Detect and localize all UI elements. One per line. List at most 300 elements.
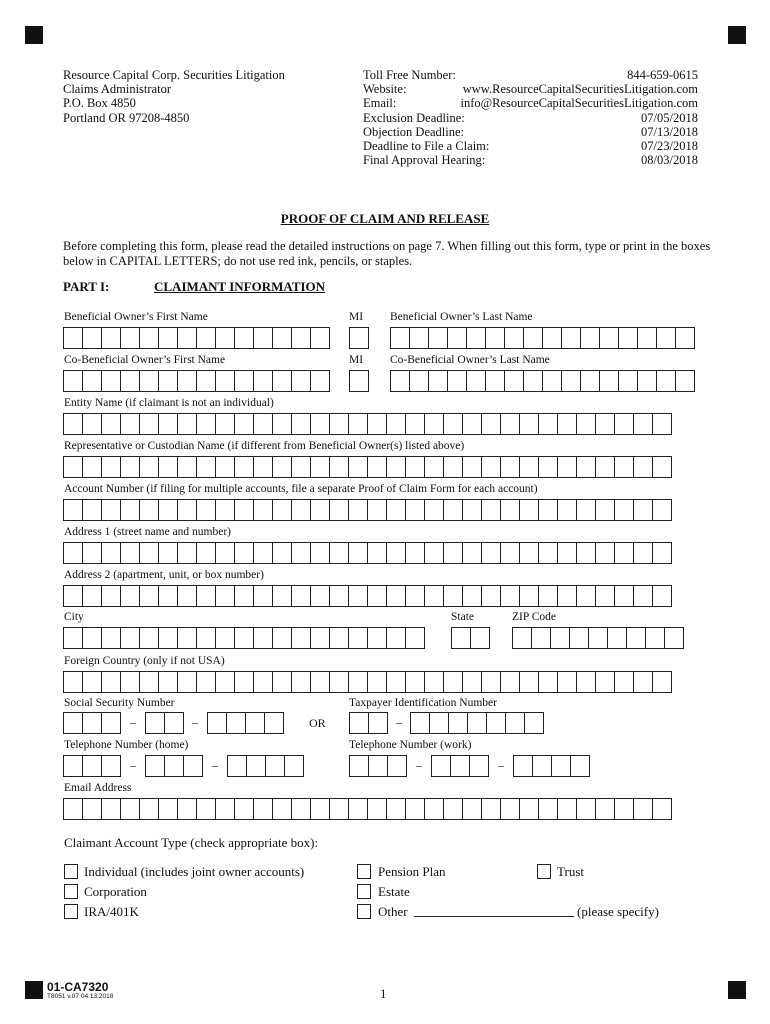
character-box[interactable] xyxy=(215,627,235,649)
character-box[interactable] xyxy=(120,413,140,435)
character-box[interactable] xyxy=(253,671,273,693)
character-box[interactable] xyxy=(424,499,444,521)
character-box[interactable] xyxy=(532,755,552,777)
character-box[interactable] xyxy=(557,585,577,607)
character-box[interactable] xyxy=(462,456,482,478)
character-box[interactable] xyxy=(310,671,330,693)
representative-name-boxes[interactable] xyxy=(63,456,671,478)
character-box[interactable] xyxy=(63,456,83,478)
character-box[interactable] xyxy=(291,456,311,478)
character-box[interactable] xyxy=(467,712,487,734)
character-box[interactable] xyxy=(63,542,83,564)
character-box[interactable] xyxy=(82,370,102,392)
character-box[interactable] xyxy=(82,627,102,649)
character-box[interactable] xyxy=(519,585,539,607)
character-box[interactable] xyxy=(443,798,463,820)
character-box[interactable] xyxy=(500,542,520,564)
character-box[interactable] xyxy=(368,755,388,777)
character-box[interactable] xyxy=(234,671,254,693)
character-box[interactable] xyxy=(63,327,83,349)
character-box[interactable] xyxy=(145,755,165,777)
character-box[interactable] xyxy=(177,370,197,392)
character-box[interactable] xyxy=(291,499,311,521)
character-box[interactable] xyxy=(348,413,368,435)
character-box[interactable] xyxy=(196,585,216,607)
character-box[interactable] xyxy=(139,798,159,820)
character-box[interactable] xyxy=(569,627,589,649)
character-box[interactable] xyxy=(500,798,520,820)
character-box[interactable] xyxy=(405,413,425,435)
character-box[interactable] xyxy=(633,798,653,820)
beneficial-owner-first-name-boxes[interactable] xyxy=(63,327,329,349)
character-box[interactable] xyxy=(177,327,197,349)
email-address-boxes[interactable] xyxy=(63,798,671,820)
character-box[interactable] xyxy=(443,671,463,693)
character-box[interactable] xyxy=(177,627,197,649)
character-box[interactable] xyxy=(367,413,387,435)
character-box[interactable] xyxy=(265,755,285,777)
character-box[interactable] xyxy=(196,542,216,564)
character-box[interactable] xyxy=(367,542,387,564)
character-box[interactable] xyxy=(595,585,615,607)
character-box[interactable] xyxy=(158,798,178,820)
character-box[interactable] xyxy=(447,370,467,392)
character-box[interactable] xyxy=(500,499,520,521)
tin-boxes-part-1[interactable] xyxy=(349,712,387,734)
character-box[interactable] xyxy=(675,327,695,349)
character-box[interactable] xyxy=(557,499,577,521)
character-box[interactable] xyxy=(101,627,121,649)
character-box[interactable] xyxy=(177,542,197,564)
character-box[interactable] xyxy=(164,712,184,734)
character-box[interactable] xyxy=(652,499,672,521)
character-box[interactable] xyxy=(120,542,140,564)
state-boxes[interactable] xyxy=(451,627,489,649)
character-box[interactable] xyxy=(234,542,254,564)
character-box[interactable] xyxy=(348,627,368,649)
character-box[interactable] xyxy=(538,456,558,478)
character-box[interactable] xyxy=(272,798,292,820)
character-box[interactable] xyxy=(158,456,178,478)
character-box[interactable] xyxy=(405,671,425,693)
character-box[interactable] xyxy=(424,542,444,564)
ssn-boxes-part-1[interactable] xyxy=(63,712,120,734)
foreign-country-boxes[interactable] xyxy=(63,671,671,693)
character-box[interactable] xyxy=(500,585,520,607)
character-box[interactable] xyxy=(310,327,330,349)
character-box[interactable] xyxy=(310,499,330,521)
character-box[interactable] xyxy=(82,671,102,693)
character-box[interactable] xyxy=(215,585,235,607)
zip-code-boxes[interactable] xyxy=(512,627,683,649)
character-box[interactable] xyxy=(63,413,83,435)
character-box[interactable] xyxy=(120,798,140,820)
character-box[interactable] xyxy=(481,671,501,693)
character-box[interactable] xyxy=(576,413,596,435)
character-box[interactable] xyxy=(481,456,501,478)
character-box[interactable] xyxy=(82,585,102,607)
character-box[interactable] xyxy=(633,542,653,564)
character-box[interactable] xyxy=(481,499,501,521)
character-box[interactable] xyxy=(177,671,197,693)
character-box[interactable] xyxy=(253,627,273,649)
character-box[interactable] xyxy=(595,413,615,435)
character-box[interactable] xyxy=(253,370,273,392)
character-box[interactable] xyxy=(470,627,490,649)
character-box[interactable] xyxy=(386,456,406,478)
character-box[interactable] xyxy=(424,671,444,693)
character-box[interactable] xyxy=(538,585,558,607)
character-box[interactable] xyxy=(177,456,197,478)
character-box[interactable] xyxy=(253,542,273,564)
character-box[interactable] xyxy=(614,456,634,478)
character-box[interactable] xyxy=(367,585,387,607)
character-box[interactable] xyxy=(443,456,463,478)
character-box[interactable] xyxy=(215,370,235,392)
character-box[interactable] xyxy=(139,370,159,392)
character-box[interactable] xyxy=(272,327,292,349)
telephone-home-line-boxes[interactable] xyxy=(227,755,303,777)
character-box[interactable] xyxy=(272,627,292,649)
character-box[interactable] xyxy=(253,327,273,349)
character-box[interactable] xyxy=(576,585,596,607)
character-box[interactable] xyxy=(101,585,121,607)
character-box[interactable] xyxy=(227,755,247,777)
character-box[interactable] xyxy=(310,585,330,607)
telephone-work-line-boxes[interactable] xyxy=(513,755,589,777)
character-box[interactable] xyxy=(633,671,653,693)
estate-checkbox[interactable] xyxy=(357,884,371,899)
character-box[interactable] xyxy=(443,499,463,521)
character-box[interactable] xyxy=(196,413,216,435)
character-box[interactable] xyxy=(410,712,430,734)
character-box[interactable] xyxy=(550,627,570,649)
character-box[interactable] xyxy=(234,413,254,435)
character-box[interactable] xyxy=(405,499,425,521)
character-box[interactable] xyxy=(215,671,235,693)
character-box[interactable] xyxy=(614,542,634,564)
corporation-checkbox[interactable] xyxy=(64,884,78,899)
character-box[interactable] xyxy=(448,712,468,734)
character-box[interactable] xyxy=(481,798,501,820)
character-box[interactable] xyxy=(329,542,349,564)
character-box[interactable] xyxy=(349,755,369,777)
header-row-value[interactable]: www.ResourceCapitalSecuritiesLitigation.com xyxy=(462,82,698,97)
character-box[interactable] xyxy=(234,585,254,607)
city-boxes[interactable] xyxy=(63,627,424,649)
character-box[interactable] xyxy=(101,798,121,820)
character-box[interactable] xyxy=(652,798,672,820)
character-box[interactable] xyxy=(542,327,562,349)
character-box[interactable] xyxy=(614,585,634,607)
character-box[interactable] xyxy=(253,413,273,435)
character-box[interactable] xyxy=(504,327,524,349)
co-beneficial-owner-mi-box[interactable] xyxy=(349,370,368,392)
character-box[interactable] xyxy=(139,627,159,649)
pension-plan-checkbox[interactable] xyxy=(357,864,371,879)
character-box[interactable] xyxy=(82,499,102,521)
character-box[interactable] xyxy=(618,327,638,349)
character-box[interactable] xyxy=(557,671,577,693)
character-box[interactable] xyxy=(519,456,539,478)
character-box[interactable] xyxy=(523,370,543,392)
character-box[interactable] xyxy=(253,585,273,607)
character-box[interactable] xyxy=(633,456,653,478)
character-box[interactable] xyxy=(485,370,505,392)
character-box[interactable] xyxy=(614,413,634,435)
character-box[interactable] xyxy=(234,499,254,521)
character-box[interactable] xyxy=(576,456,596,478)
character-box[interactable] xyxy=(664,627,684,649)
character-box[interactable] xyxy=(614,798,634,820)
character-box[interactable] xyxy=(196,627,216,649)
character-box[interactable] xyxy=(469,755,489,777)
character-box[interactable] xyxy=(367,499,387,521)
character-box[interactable] xyxy=(139,671,159,693)
character-box[interactable] xyxy=(215,327,235,349)
character-box[interactable] xyxy=(367,456,387,478)
character-box[interactable] xyxy=(63,712,83,734)
character-box[interactable] xyxy=(405,798,425,820)
character-box[interactable] xyxy=(101,499,121,521)
character-box[interactable] xyxy=(253,456,273,478)
character-box[interactable] xyxy=(557,798,577,820)
other-specify-line[interactable] xyxy=(414,916,574,917)
entity-name-boxes[interactable] xyxy=(63,413,671,435)
character-box[interactable] xyxy=(348,456,368,478)
character-box[interactable] xyxy=(183,755,203,777)
character-box[interactable] xyxy=(101,413,121,435)
character-box[interactable] xyxy=(291,413,311,435)
character-box[interactable] xyxy=(348,798,368,820)
character-box[interactable] xyxy=(561,327,581,349)
character-box[interactable] xyxy=(513,755,533,777)
character-box[interactable] xyxy=(481,413,501,435)
character-box[interactable] xyxy=(177,499,197,521)
character-box[interactable] xyxy=(139,327,159,349)
character-box[interactable] xyxy=(272,370,292,392)
address-1-boxes[interactable] xyxy=(63,542,671,564)
character-box[interactable] xyxy=(329,671,349,693)
character-box[interactable] xyxy=(538,542,558,564)
character-box[interactable] xyxy=(120,327,140,349)
character-box[interactable] xyxy=(645,627,665,649)
character-box[interactable] xyxy=(424,413,444,435)
character-box[interactable] xyxy=(234,798,254,820)
character-box[interactable] xyxy=(428,370,448,392)
character-box[interactable] xyxy=(557,413,577,435)
character-box[interactable] xyxy=(349,712,369,734)
character-box[interactable] xyxy=(291,542,311,564)
character-box[interactable] xyxy=(63,627,83,649)
character-box[interactable] xyxy=(538,798,558,820)
telephone-work-prefix-boxes[interactable] xyxy=(431,755,488,777)
character-box[interactable] xyxy=(348,585,368,607)
character-box[interactable] xyxy=(63,585,83,607)
character-box[interactable] xyxy=(158,413,178,435)
character-box[interactable] xyxy=(443,413,463,435)
character-box[interactable] xyxy=(310,370,330,392)
character-box[interactable] xyxy=(291,327,311,349)
character-box[interactable] xyxy=(139,413,159,435)
header-row-value[interactable]: info@ResourceCapitalSecuritiesLitigation.com xyxy=(460,96,698,111)
character-box[interactable] xyxy=(139,585,159,607)
character-box[interactable] xyxy=(618,370,638,392)
character-box[interactable] xyxy=(226,712,246,734)
character-box[interactable] xyxy=(500,413,520,435)
character-box[interactable] xyxy=(462,585,482,607)
character-box[interactable] xyxy=(272,671,292,693)
character-box[interactable] xyxy=(519,413,539,435)
character-box[interactable] xyxy=(310,413,330,435)
character-box[interactable] xyxy=(542,370,562,392)
ssn-boxes-part-2[interactable] xyxy=(145,712,183,734)
character-box[interactable] xyxy=(245,712,265,734)
character-box[interactable] xyxy=(675,370,695,392)
character-box[interactable] xyxy=(386,413,406,435)
character-box[interactable] xyxy=(158,542,178,564)
character-box[interactable] xyxy=(481,542,501,564)
character-box[interactable] xyxy=(215,456,235,478)
character-box[interactable] xyxy=(82,798,102,820)
character-box[interactable] xyxy=(253,499,273,521)
co-beneficial-owner-first-name-boxes[interactable] xyxy=(63,370,329,392)
character-box[interactable] xyxy=(253,798,273,820)
character-box[interactable] xyxy=(348,671,368,693)
character-box[interactable] xyxy=(196,499,216,521)
character-box[interactable] xyxy=(329,413,349,435)
character-box[interactable] xyxy=(512,627,532,649)
character-box[interactable] xyxy=(462,499,482,521)
character-box[interactable] xyxy=(405,627,425,649)
beneficial-owner-last-name-boxes[interactable] xyxy=(390,327,694,349)
character-box[interactable] xyxy=(139,542,159,564)
character-box[interactable] xyxy=(633,413,653,435)
character-box[interactable] xyxy=(158,327,178,349)
character-box[interactable] xyxy=(386,499,406,521)
character-box[interactable] xyxy=(538,499,558,521)
character-box[interactable] xyxy=(447,327,467,349)
character-box[interactable] xyxy=(405,585,425,607)
character-box[interactable] xyxy=(595,798,615,820)
character-box[interactable] xyxy=(120,671,140,693)
individual-checkbox[interactable] xyxy=(64,864,78,879)
character-box[interactable] xyxy=(177,798,197,820)
character-box[interactable] xyxy=(215,798,235,820)
character-box[interactable] xyxy=(500,456,520,478)
character-box[interactable] xyxy=(284,755,304,777)
character-box[interactable] xyxy=(82,542,102,564)
character-box[interactable] xyxy=(120,370,140,392)
character-box[interactable] xyxy=(145,712,165,734)
character-box[interactable] xyxy=(523,327,543,349)
character-box[interactable] xyxy=(443,585,463,607)
character-box[interactable] xyxy=(390,370,410,392)
character-box[interactable] xyxy=(264,712,284,734)
character-box[interactable] xyxy=(386,627,406,649)
character-box[interactable] xyxy=(576,671,596,693)
character-box[interactable] xyxy=(329,585,349,607)
character-box[interactable] xyxy=(462,542,482,564)
character-box[interactable] xyxy=(424,585,444,607)
character-box[interactable] xyxy=(272,413,292,435)
character-box[interactable] xyxy=(633,499,653,521)
character-box[interactable] xyxy=(139,499,159,521)
character-box[interactable] xyxy=(652,413,672,435)
character-box[interactable] xyxy=(63,499,83,521)
character-box[interactable] xyxy=(576,798,596,820)
character-box[interactable] xyxy=(652,542,672,564)
character-box[interactable] xyxy=(505,712,525,734)
character-box[interactable] xyxy=(329,627,349,649)
character-box[interactable] xyxy=(576,542,596,564)
character-box[interactable] xyxy=(531,627,551,649)
character-box[interactable] xyxy=(349,370,369,392)
character-box[interactable] xyxy=(409,327,429,349)
character-box[interactable] xyxy=(196,456,216,478)
character-box[interactable] xyxy=(82,327,102,349)
ira-401k-checkbox[interactable] xyxy=(64,904,78,919)
character-box[interactable] xyxy=(431,755,451,777)
character-box[interactable] xyxy=(310,456,330,478)
character-box[interactable] xyxy=(196,370,216,392)
character-box[interactable] xyxy=(607,627,627,649)
character-box[interactable] xyxy=(557,542,577,564)
character-box[interactable] xyxy=(329,456,349,478)
character-box[interactable] xyxy=(504,370,524,392)
character-box[interactable] xyxy=(386,585,406,607)
character-box[interactable] xyxy=(234,627,254,649)
character-box[interactable] xyxy=(101,542,121,564)
character-box[interactable] xyxy=(246,755,266,777)
character-box[interactable] xyxy=(614,671,634,693)
character-box[interactable] xyxy=(486,712,506,734)
character-box[interactable] xyxy=(580,370,600,392)
telephone-home-prefix-boxes[interactable] xyxy=(145,755,202,777)
character-box[interactable] xyxy=(367,671,387,693)
character-box[interactable] xyxy=(561,370,581,392)
character-box[interactable] xyxy=(466,370,486,392)
character-box[interactable] xyxy=(291,671,311,693)
beneficial-owner-mi-box[interactable] xyxy=(349,327,368,349)
character-box[interactable] xyxy=(405,456,425,478)
character-box[interactable] xyxy=(524,712,544,734)
character-box[interactable] xyxy=(390,327,410,349)
character-box[interactable] xyxy=(481,585,501,607)
character-box[interactable] xyxy=(272,585,292,607)
character-box[interactable] xyxy=(101,327,121,349)
character-box[interactable] xyxy=(367,627,387,649)
character-box[interactable] xyxy=(614,499,634,521)
co-beneficial-owner-last-name-boxes[interactable] xyxy=(390,370,694,392)
character-box[interactable] xyxy=(519,798,539,820)
character-box[interactable] xyxy=(215,413,235,435)
character-box[interactable] xyxy=(519,542,539,564)
character-box[interactable] xyxy=(599,327,619,349)
character-box[interactable] xyxy=(580,327,600,349)
character-box[interactable] xyxy=(637,327,657,349)
character-box[interactable] xyxy=(196,327,216,349)
character-box[interactable] xyxy=(538,413,558,435)
character-box[interactable] xyxy=(120,456,140,478)
character-box[interactable] xyxy=(196,798,216,820)
trust-checkbox[interactable] xyxy=(537,864,551,879)
character-box[interactable] xyxy=(576,499,596,521)
character-box[interactable] xyxy=(652,671,672,693)
character-box[interactable] xyxy=(215,499,235,521)
character-box[interactable] xyxy=(485,327,505,349)
character-box[interactable] xyxy=(291,798,311,820)
